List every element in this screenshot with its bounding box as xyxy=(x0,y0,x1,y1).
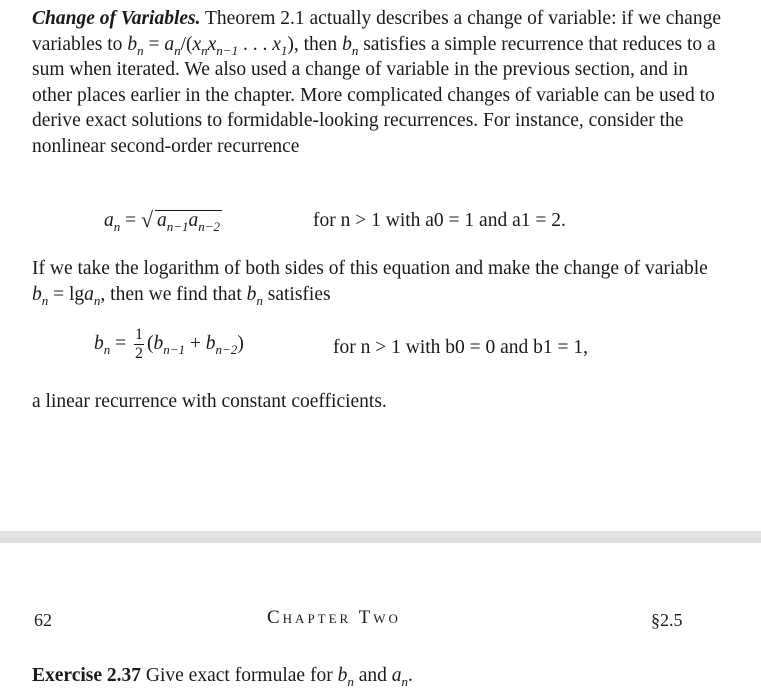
exercise-2-37: Exercise 2.37 Give exact formulae for $b_n$ and $a_n$. xyxy=(32,665,413,689)
section-heading: Change of Variables. xyxy=(32,8,201,29)
paragraph-text: If we take the logarithm of both sides of this equation and make the change of variable xyxy=(32,258,708,279)
page-number: 62 xyxy=(34,610,52,630)
equation-nonlinear-recurrence: $a_n$ = √ $a_{n-1}a_{n-2}$ xyxy=(104,207,221,234)
paragraph-text: , then we find that xyxy=(100,283,247,305)
paragraph-text: , then xyxy=(293,33,343,55)
exercise-text: Give exact formulae for xyxy=(141,665,338,686)
math-inline: $b_n$ xyxy=(127,33,144,58)
equation-2-condition: for n > 1 with b0 = 0 and b1 = 1, xyxy=(333,337,589,358)
paragraph-linear-recurrence: a linear recurrence with constant coefficients. xyxy=(32,391,387,412)
paragraph-text: satisfies a simple recurrence that reduces to a sum when iterated. We also used a change of variable in the previous section, and in other places earlier in the chapter. More complicated changes of variable can be used to derive exact solutions to formidable-looking recurrences. For instance, consider the nonlinear second-order recurrence xyxy=(32,33,716,157)
section-ref: §2.5 xyxy=(651,610,683,630)
paragraph-change-of-variables: Change of Variables. Theorem 2.1 actually describes a change of variable: if we change variables to $b_n = a_n/(x_nx_{n-1}$ . . . $x_1$), then $b_n$ satisfies a simple recurrence that reduces to a sum when iterated. We also used a change of variable in the previous section, and in other places earlier in the chapter. More complicated changes of variable can be used to derive exact solutions to formidable-looking recurrences. For instance, consider the nonlinear second-order recurrence xyxy=(32,8,721,157)
equation-linear-recurrence: $b_n$ = $\frac{1}{2}$ $(b_{n-1} + b_{n-2})$ xyxy=(94,326,244,362)
chapter-title: Chapter Two xyxy=(267,607,401,628)
paragraph-logarithm: If we take the logarithm of both sides of this equation and make the change of variable $b_n = \lg a_n$, then we find that $b_n$ satisfies xyxy=(32,258,708,308)
exercise-label: Exercise 2.37 xyxy=(32,665,142,686)
paragraph-text: satisfies xyxy=(262,283,331,305)
page-divider xyxy=(0,531,761,543)
paragraph-text: Theorem 2.1 actually describes a change of variable: if we change variables to xyxy=(32,8,721,55)
equation-1-condition: for n > 1 with a0 = 1 and a1 = 2. xyxy=(313,210,566,231)
